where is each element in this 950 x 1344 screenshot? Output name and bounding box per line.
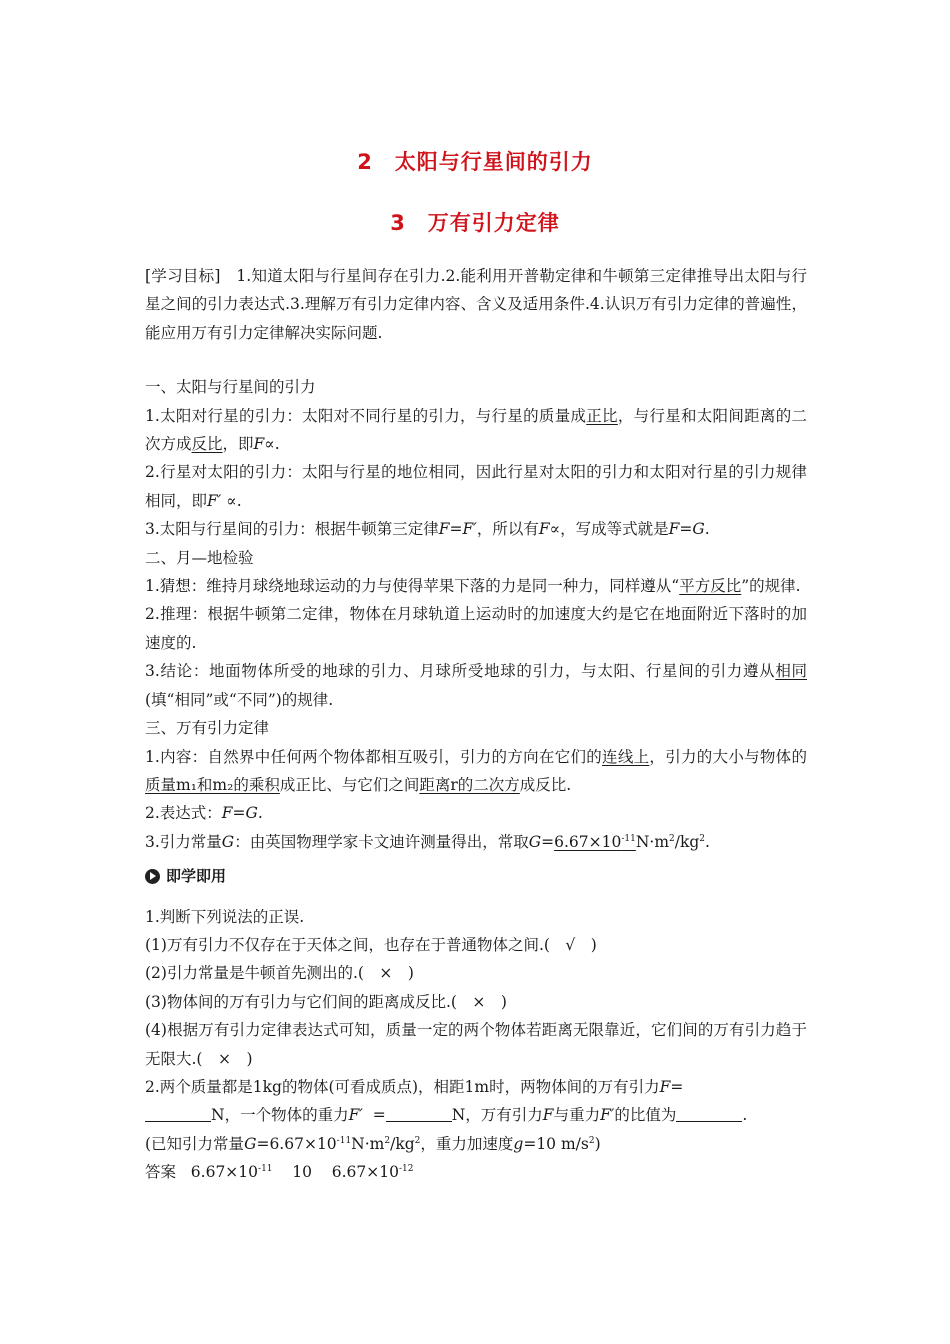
answer-underline: 正比 xyxy=(586,406,618,425)
practice-section-label: 即学即用 xyxy=(145,862,807,890)
answer-blank xyxy=(145,1105,211,1122)
paragraph: 1.太阳对行星的引力：太阳对不同行星的引力，与行星的质量成正比，与行星和太阳间距离的二次方成反比，即F∝. xyxy=(145,406,807,454)
answer-label: 答案 xyxy=(145,1163,177,1182)
answer-underline: 反比 xyxy=(191,435,223,454)
question: 1.判断下列说法的正误. xyxy=(145,907,305,926)
heading-moon-earth: 二、月—地检验 xyxy=(145,548,254,567)
paragraph: 3.太阳与行星间的引力：根据牛顿第三定律F=F′，所以有F∝，写成等式就是F=G. xyxy=(145,520,710,539)
answer-line: 答案 $6.67\times 10^{-11}$ 10 $6.67\times 10^{-12}$ xyxy=(145,1163,414,1182)
formula: F=G xyxy=(221,804,258,823)
heading-universal-gravitation: 三、万有引力定律 xyxy=(145,719,270,738)
formula: F=F′ xyxy=(438,520,477,539)
answer-underline: 相同 xyxy=(775,662,807,681)
answer-underline: $6.67\times 10^{-11}$ xyxy=(554,832,636,851)
formula: F∝ xyxy=(538,520,561,539)
question-note: (已知引力常量$G=6.67\times 10^{-11}N\cdot m^2/kg^2$，重力加速度g=10 $m/s^2$) xyxy=(145,1134,601,1153)
question-item: (1)万有引力不仅存在于天体之间，也存在于普通物体之间.( √ ) xyxy=(145,935,597,954)
formula: F′ ∝ xyxy=(207,491,237,510)
play-circle-icon xyxy=(145,869,160,884)
paragraph: 2.表达式：F=G. xyxy=(145,804,263,823)
section-title-2: 3 万有引力定律 xyxy=(390,211,560,235)
question-item: (4)根据万有引力定律表达式可知，质量一定的两个物体若距离无限靠近，它们间的万有引力趋于无限大.( × ) xyxy=(145,1021,807,1068)
answer-underline: 质量m₁和m₂的乘积 xyxy=(145,775,280,794)
document-body xyxy=(145,262,807,1187)
paragraph: 2.行星对太阳的引力：太阳与行星的地位相同，因此行星对太阳的引力和太阳对行星的引力规律相同，即F′ ∝. xyxy=(145,463,807,510)
paragraph: 1.猜想：维持月球绕地球运动的力与使得苹果下落的力是同一种力，同样遵从“平方反比”的规律. xyxy=(145,577,801,596)
objectives-label: [学习目标] xyxy=(145,267,221,285)
answer-blank xyxy=(676,1105,742,1122)
paragraph: 2.推理：根据牛顿第二定律，物体在月球轨道上运动时的加速度大约是它在地面附近下落时的加速度的. xyxy=(145,605,807,652)
answer-underline: 平方反比 xyxy=(679,577,742,596)
question: 2.两个质量都是1kg的物体(可看成质点)，相距1m时，两物体间的万有引力F= N，一个物体的重力F′ = N，万有引力F与重力F′的比值为 . xyxy=(145,1077,748,1125)
question-item: (3)物体间的万有引力与它们间的距离成反比.( × ) xyxy=(145,992,507,1011)
heading-sun-planet: 一、太阳与行星间的引力 xyxy=(145,378,316,397)
formula: F=G xyxy=(668,520,705,539)
objectives-text: 1.知道太阳与行星间存在引力.2.能利用开普勒定律和牛顿第三定律推导出太阳与行星之间的引力表达式.3.理解万有引力定律内容、含义及适用条件.4.认识万有引力定律的普遍性，能应用万有引力定律解决实际问题. xyxy=(145,267,807,342)
answer-blank xyxy=(386,1105,452,1122)
answer-underline: 距离r的二次方 xyxy=(419,775,520,794)
learning-objectives xyxy=(145,262,807,347)
section-title-1: 2 太阳与行星间的引力 xyxy=(357,150,593,174)
paragraph: 3.结论：地面物体所受的地球的引力、月球所受地球的引力，与太阳、行星间的引力遵从相同(填“相同”或“不同”)的规律. xyxy=(145,662,807,709)
paragraph: 3.引力常量G：由英国物理学家卡文迪许测量得出，常取$G=6.67\times 10^{-11}N\cdot m^2/kg^2$. xyxy=(145,832,710,851)
formula: F∝ xyxy=(253,435,275,454)
answer-underline: 连线上 xyxy=(602,747,650,766)
question-item: (2)引力常量是牛顿首先测出的.( × ) xyxy=(145,964,414,983)
paragraph: 1.内容：自然界中任何两个物体都相互吸引，引力的方向在它们的连线上，引力的大小与物体的质量m₁和m₂的乘积成正比、与它们之间距离r的二次方成反比. xyxy=(145,747,807,794)
